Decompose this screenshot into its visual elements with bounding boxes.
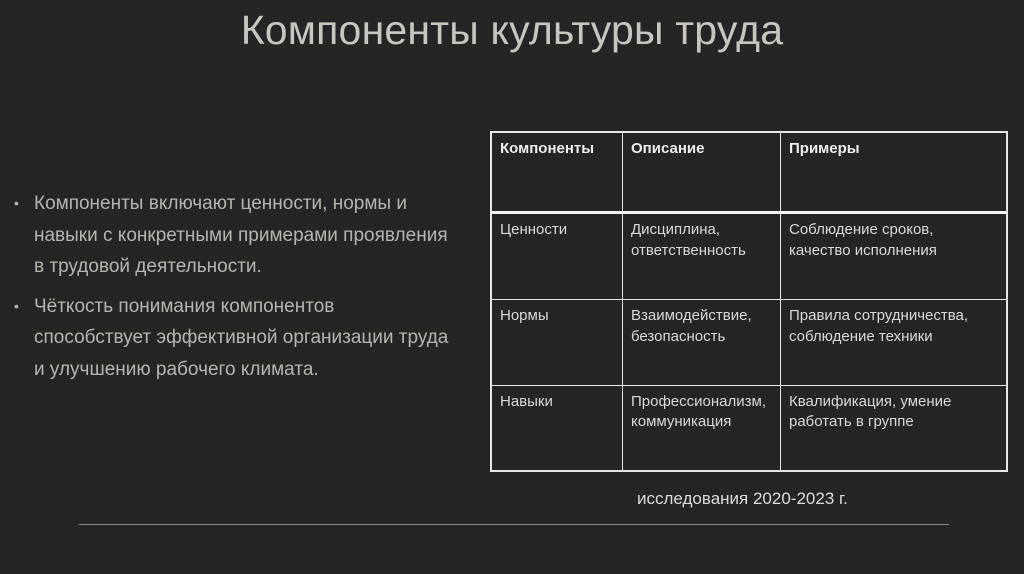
header-components: Компоненты [492,133,623,213]
bullet-text: Компоненты включают ценности, нормы и навыки с конкретными примерами проявления в трудовой деятельности. [34,193,448,277]
table-cell: Навыки [492,385,623,470]
table-cell: Профессионализм, коммуникация [623,385,781,470]
bullet-dot-icon: • [14,195,19,211]
bullet-item [14,291,454,386]
bullet-list [14,188,454,393]
table-row [492,213,1007,300]
slide-title: Компоненты культуры труда [240,7,784,53]
table-cell: Квалификация, умение работать в группе [781,385,1007,470]
table-cell: Дисциплина, ответственность [623,213,781,300]
table-header-row [492,133,1007,213]
table-cell: Правила сотрудничества, соблюдение техники [781,300,1007,385]
table-cell: Ценности [492,213,623,300]
table-row [492,385,1007,470]
divider-line [79,524,949,525]
table-row [492,300,1007,385]
header-examples: Примеры [781,133,1007,213]
footnote: исследования 2020-2023 г. [637,489,848,508]
table-cell: Нормы [492,300,623,385]
components-table [491,132,1007,471]
bullet-text: Чёткость понимания компонентов способствует эффективной организации труда и улучшению рабочего климата. [34,295,449,380]
components-table-container [490,131,1008,472]
bullet-item [14,188,454,283]
bullet-dot-icon: • [14,297,19,314]
table-cell: Взаимодействие, безопасность [623,300,781,385]
table-cell: Соблюдение сроков, качество исполнения [781,213,1007,300]
header-description: Описание [623,133,781,213]
